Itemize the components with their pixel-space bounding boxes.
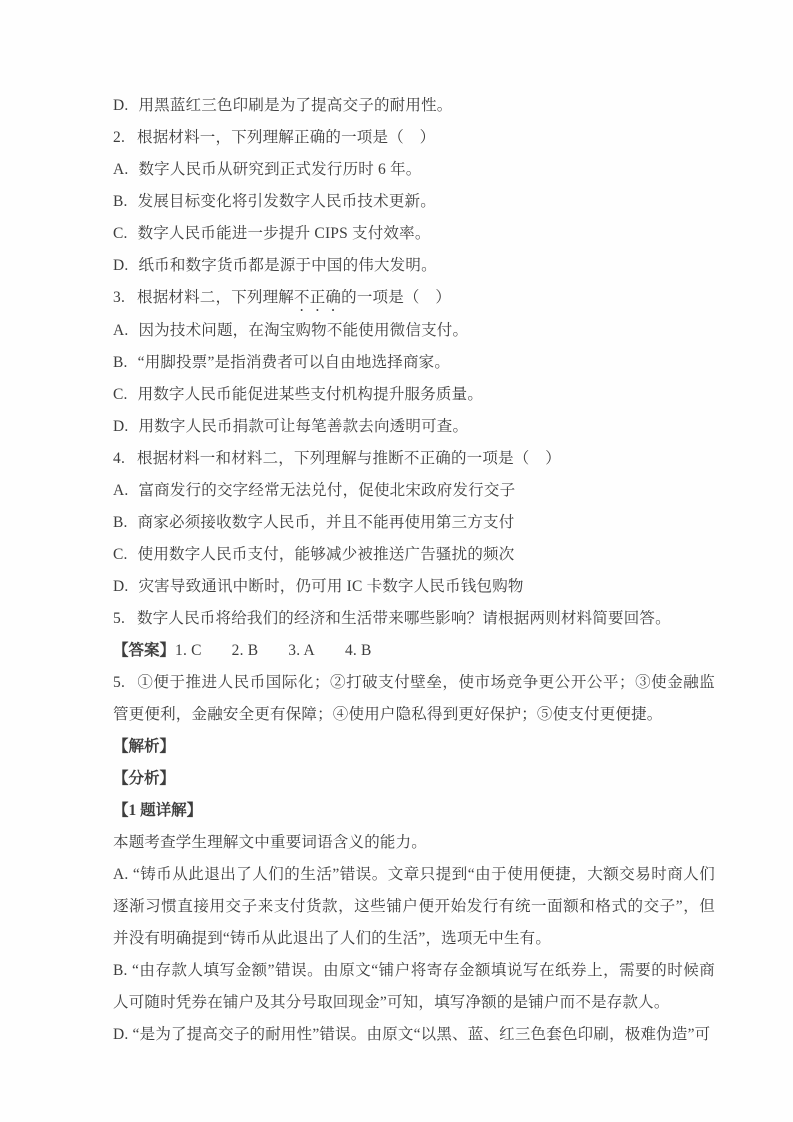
q3-option-d xyxy=(113,411,715,443)
option-text: 灾害导致通讯中断时，仍可用 IC 卡数字人民币钱包购物 xyxy=(138,578,524,595)
answer-text: ①便于推进人民币国际化；②打破支付壁垒，使市场竞争更公开公平；③使金融监管更便利，金融安全更有保障；④使用户隐私得到更好保护；⑤使支付更便捷。 xyxy=(113,674,715,723)
q3-option-c xyxy=(113,379,715,411)
q2-option-c xyxy=(113,218,715,250)
option-letter: A. xyxy=(113,322,129,339)
q3-option-b xyxy=(113,347,715,379)
option-text: “用脚投票”是指消费者可以自由地选择商家。 xyxy=(137,354,451,371)
option-text: 数字人民币能进一步提升 CIPS 支付效率。 xyxy=(137,225,431,242)
option-text: 富商发行的交字经常无法兑付，促使北宋政府发行交子 xyxy=(138,482,516,499)
answer-section-label: 【答案】 xyxy=(113,642,176,659)
option-letter: B. xyxy=(113,193,128,210)
question-5 xyxy=(113,603,715,635)
q3-option-a xyxy=(113,315,715,347)
answer-5-paragraph xyxy=(113,667,715,731)
question-number: 5. xyxy=(113,610,126,627)
answer-item-3: 3. A xyxy=(288,642,315,659)
emphasized-text: 不正确 xyxy=(294,289,342,306)
section-label-jiexi: 【解析】 xyxy=(113,738,176,755)
option-letter: A. xyxy=(113,482,129,499)
answer-item-2: 2. B xyxy=(231,642,259,659)
answer-key-line xyxy=(113,635,715,667)
option-text: 纸币和数字货币都是源于中国的伟大发明。 xyxy=(138,257,437,274)
answer-item-1: 1. C xyxy=(175,642,202,659)
option-letter: D. xyxy=(113,418,129,435)
section-label-fenxi: 【分析】 xyxy=(113,770,176,787)
question-number: 4. xyxy=(113,450,126,467)
question-text: 根据材料一和材料二，下列理解与推断不正确的一项是（ ） xyxy=(137,450,561,467)
option-letter: C. xyxy=(113,386,128,403)
option-text: 因为技术问题，在淘宝购物不能使用微信支付。 xyxy=(138,322,469,339)
option-text: 用数字人民币捐款可让每笔善款去向透明可查。 xyxy=(138,418,469,435)
question-text xyxy=(137,289,451,306)
option-text: 使用数字人民币支付，能够减少被推送广告骚扰的频次 xyxy=(137,546,515,563)
q4-option-d xyxy=(113,571,715,603)
option-text: 商家必须接收数字人民币，并且不能再使用第三方支付 xyxy=(137,514,515,531)
analysis-paragraph-d: D. “是为了提高交子的耐用性”错误。由原文“以黑、蓝、红三色套色印刷，极难伪造”可 xyxy=(113,1026,711,1043)
question-text: 根据材料一，下列理解正确的一项是（ ） xyxy=(137,129,436,146)
question-2 xyxy=(113,122,715,154)
q2-option-b xyxy=(113,186,715,218)
option-letter: D. xyxy=(113,257,129,274)
section-label-q1-detail: 【1 题详解】 xyxy=(113,802,203,819)
option-letter: D. xyxy=(113,578,129,595)
option-text: 数字人民币从研究到正式发行历时 6 年。 xyxy=(138,161,422,178)
question-text-suffix: 的一项是（ ） xyxy=(341,289,452,306)
question-number: 3. xyxy=(113,289,126,306)
option-letter: C. xyxy=(113,546,128,563)
answer-item-4: 4. B xyxy=(344,642,372,659)
question-text-prefix: 根据材料二，下列理解 xyxy=(137,289,295,306)
option-text: 发展目标变化将引发数字人民币技术更新。 xyxy=(137,193,436,210)
option-letter: B. xyxy=(113,354,128,371)
option-letter: B. xyxy=(113,514,128,531)
answer-number: 5. xyxy=(113,674,126,691)
q1-option-d xyxy=(113,90,715,122)
q2-option-d xyxy=(113,250,715,282)
question-3 xyxy=(113,282,715,315)
question-text: 数字人民币将给我们的经济和生活带来哪些影响？请根据两则材料简要回答。 xyxy=(137,610,671,627)
q2-option-a xyxy=(113,154,715,186)
option-text: 用黑蓝红三色印刷是为了提高交子的耐用性。 xyxy=(138,97,453,114)
option-letter: A. xyxy=(113,161,129,178)
question-number: 2. xyxy=(113,129,126,146)
question-4 xyxy=(113,443,715,475)
option-letter: D. xyxy=(113,97,129,114)
q4-option-a xyxy=(113,475,715,507)
analysis-intro: 本题考查学生理解文中重要词语含义的能力。 xyxy=(113,834,428,851)
q4-option-b xyxy=(113,507,715,539)
q4-option-c xyxy=(113,539,715,571)
analysis-paragraph-b: B. “由存款人填写金额”错误。由原文“铺户将寄存金额填说写在纸券上，需要的时候商人可随时凭券在铺户及其分号取回现金”可知，填写净额的是铺户而不是存款人。 xyxy=(113,962,715,1011)
analysis-paragraph-a: A. “铸币从此退出了人们的生活”错误。文章只提到“由于使用便捷，大额交易时商人们逐渐习惯直接用交子来支付货款，这些铺户便开始发行有统一面额和格式的交子”，但并没有明确提到“铸币从此退出了人们的生活”，选项无中生有。 xyxy=(113,866,715,947)
option-letter: C. xyxy=(113,225,128,242)
option-text: 用数字人民币能促进某些支付机构提升服务质量。 xyxy=(137,386,484,403)
